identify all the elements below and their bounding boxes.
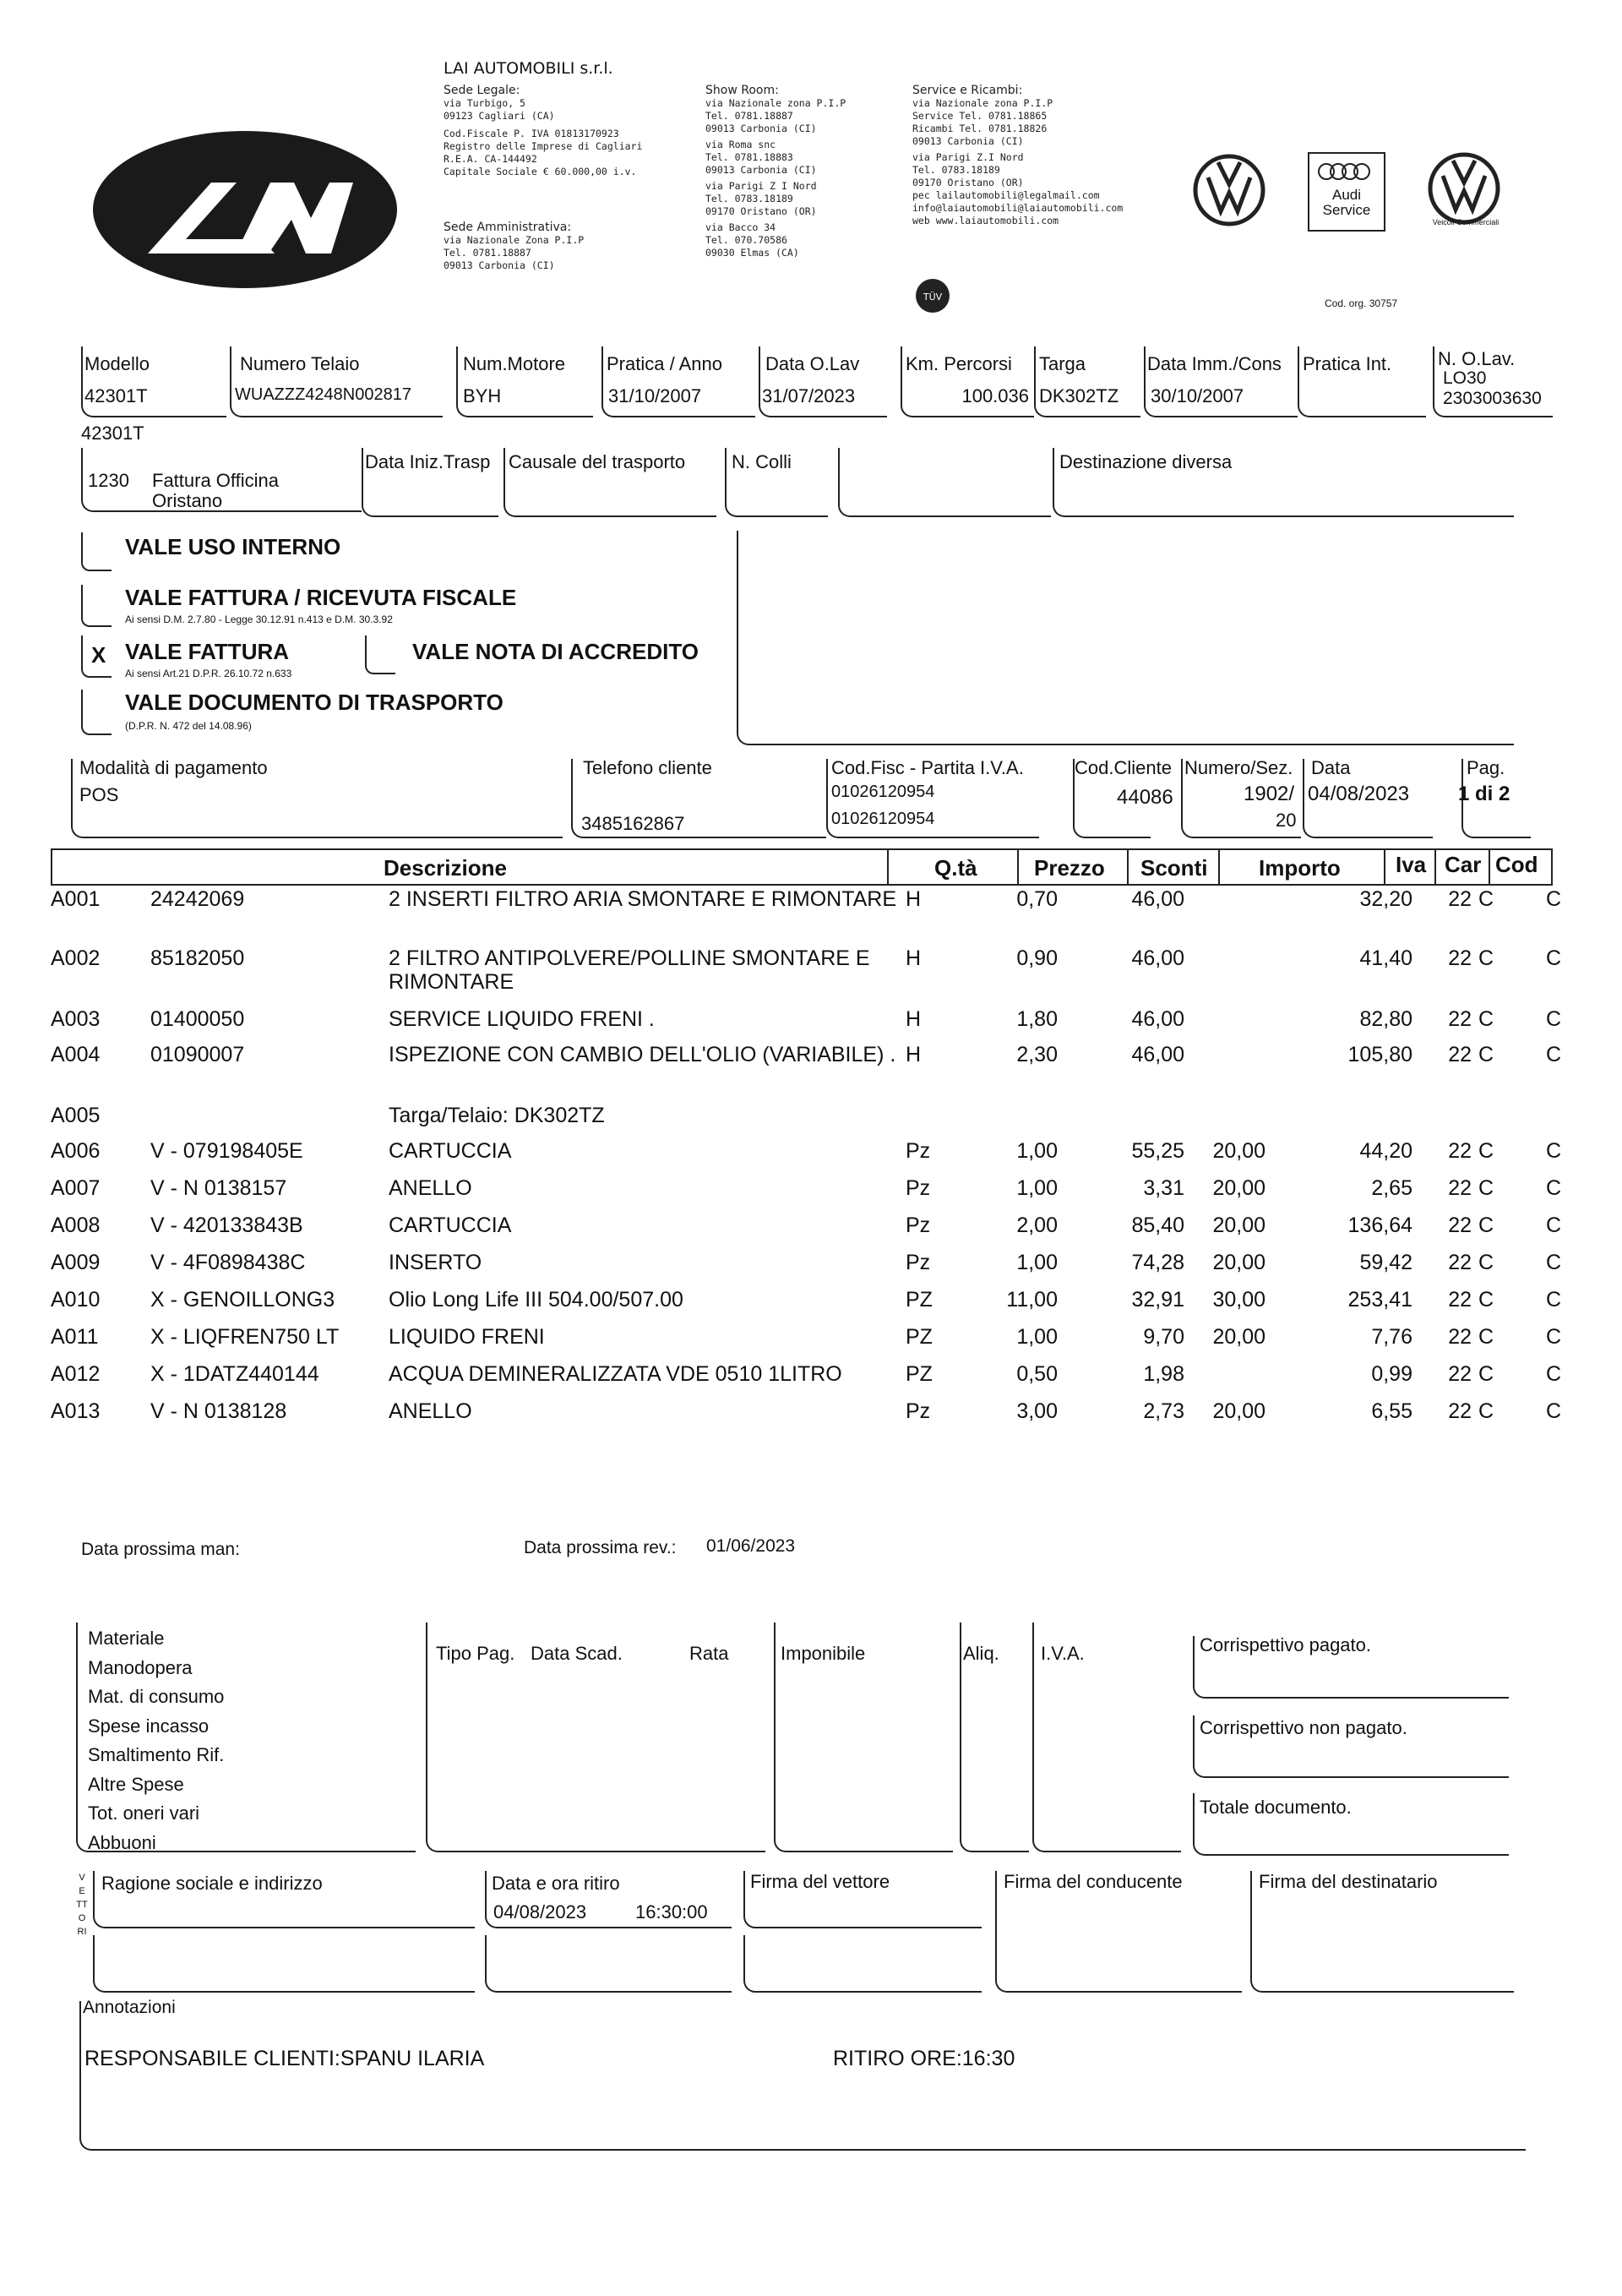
cell-iva: 22: [1448, 1007, 1472, 1031]
cell-art: V - N 0138128: [150, 1399, 287, 1423]
cell-art: 01090007: [150, 1043, 245, 1066]
modalita-label: Modalità di pagamento: [79, 757, 268, 778]
cell-car: C: [1478, 887, 1494, 911]
telaio-label: Numero Telaio: [240, 353, 360, 374]
cell-desc: 2 FILTRO ANTIPOLVERE/POLLINE SMONTARE E RIMONTARE: [389, 946, 870, 994]
cell-cod: C: [1545, 1288, 1561, 1312]
cell-qty: 2,30: [1016, 1043, 1058, 1066]
cell-qty: 1,00: [1016, 1139, 1058, 1163]
cell-cod: C: [1545, 1176, 1561, 1200]
cell-desc: 2 INSERTI FILTRO ARIA SMONTARE E RIMONTARE: [389, 887, 897, 911]
rata-label: Rata: [689, 1643, 729, 1664]
ricevuta-label: VALE FATTURA / RICEVUTA FISCALE: [125, 585, 517, 610]
cell-um: Pz: [906, 1176, 931, 1200]
cell-price: 74,28: [1131, 1251, 1184, 1274]
imm-label: Data Imm./Cons: [1147, 353, 1282, 374]
table-row: [51, 1176, 1563, 1213]
cell-code: A003: [51, 1007, 101, 1031]
cell-desc: Targa/Telaio: DK302TZ: [389, 1104, 605, 1127]
table-row: [51, 1251, 1563, 1288]
ricevuta-note: Ai sensi D.M. 2.7.80 - Legge 30.12.91 n.413 e D.M. 30.3.92: [125, 614, 393, 625]
cell-qty: 0,70: [1016, 887, 1058, 911]
pag-label: Pag.: [1467, 757, 1505, 778]
pag-value: 1 di 2: [1458, 783, 1510, 805]
cell-price: 85,40: [1131, 1213, 1184, 1237]
pratica-label: Pratica / Anno: [607, 353, 722, 374]
cell-car: C: [1478, 1288, 1494, 1312]
modalita-value: POS: [79, 784, 119, 805]
cell-iva: 22: [1448, 946, 1472, 970]
service-ricambi: Service e Ricambi: via Nazionale zona P.I.P Service Tel. 0781.18865 Ricambi Tel. 0781.18826 09013 Carbonia (CI) via Parigi Z.I Nord Tel. 0783.18189 09170 Oristano (OR) pec lailautomobili@legalmail.com info@laiautomobili@laiautomobili.com web www.laiautomobili.com: [912, 84, 1124, 226]
cell-car: C: [1478, 1043, 1494, 1066]
cell-cod: C: [1545, 1213, 1561, 1237]
recipient-address-box: [737, 531, 1514, 745]
cell-qty: 2,00: [1016, 1213, 1058, 1237]
cell-price: 46,00: [1131, 1043, 1184, 1066]
cell-amt: 0,99: [1371, 1362, 1412, 1386]
cell-art: X - LIQFREN750 LT: [150, 1325, 340, 1349]
header-car: Car: [1445, 852, 1482, 877]
show-room: Show Room: via Nazionale zona P.I.P Tel. 0781.18887 09013 Carbonia (CI) via Roma snc Tel. 0781.18883 09013 Carbonia (CI) via Parigi Z I Nord Tel. 0783.18189 09170 Oristano (OR) via Bacco 34 Tel. 070.70586 09030 Elmas (CA): [705, 84, 846, 259]
cell-code: A011: [51, 1325, 99, 1349]
tipo-pag-label: Tipo Pag.: [436, 1643, 515, 1664]
totale-label: Totale documento.: [1200, 1797, 1352, 1818]
cell-cod: C: [1545, 946, 1561, 970]
uso-interno-label: VALE USO INTERNO: [125, 534, 341, 559]
cell-desc: CARTUCCIA: [389, 1213, 512, 1237]
uso-interno-checkbox[interactable]: [81, 532, 112, 571]
cell-qty: 0,50: [1016, 1362, 1058, 1386]
non-pagato-label: Corrispettivo non pagato.: [1200, 1717, 1407, 1738]
firma-vettore-label: Firma del vettore: [750, 1871, 890, 1892]
cell-iva: 22: [1448, 1251, 1472, 1274]
colli-label: N. Colli: [732, 451, 792, 472]
cod-org: Cod. org. 30757: [1325, 297, 1398, 309]
cell-price: 3,31: [1143, 1176, 1184, 1200]
cell-cod: C: [1545, 887, 1561, 911]
cell-iva: 22: [1448, 1213, 1472, 1237]
cell-price: 46,00: [1131, 946, 1184, 970]
cell-um: PZ: [906, 1288, 933, 1312]
imponibile-label: Imponibile: [781, 1643, 866, 1664]
cell-um: Pz: [906, 1213, 931, 1237]
cell-amt: 253,41: [1347, 1288, 1412, 1312]
cell-desc: ACQUA DEMINERALIZZATA VDE 0510 1LITRO: [389, 1362, 842, 1386]
customer-code: 1230: [88, 470, 129, 491]
cell-amt: 105,80: [1347, 1043, 1412, 1066]
header-descrizione: Descrizione: [384, 855, 507, 881]
cf-label: Cod.Fisc - Partita I.V.A.: [831, 757, 1024, 778]
cell-price: 9,70: [1143, 1325, 1184, 1349]
cell-code: A008: [51, 1213, 101, 1237]
next-revision-label: Data prossima rev.:: [524, 1538, 677, 1557]
cell-amt: 32,20: [1359, 887, 1412, 911]
ritiro-label: Data e ora ritiro: [492, 1873, 620, 1894]
cell-qty: 0,90: [1016, 946, 1058, 970]
cell-price: 2,73: [1143, 1399, 1184, 1423]
cell-art: V - 420133843B: [150, 1213, 303, 1237]
data-olav-label: Data O.Lav: [765, 353, 860, 374]
table-row: [51, 1139, 1563, 1176]
nolav-label: N. O.Lav.: [1438, 348, 1516, 369]
ritiro-note: RITIRO ORE:16:30: [833, 2047, 1015, 2070]
cell-um: Pz: [906, 1139, 931, 1163]
next-maintenance-label: Data prossima man:: [81, 1540, 240, 1559]
ricevuta-checkbox[interactable]: [81, 585, 112, 627]
cell-car: C: [1478, 1325, 1494, 1349]
cell-disc: 20,00: [1212, 1251, 1265, 1274]
responsabile-note: RESPONSABILE CLIENTI:SPANU ILARIA: [84, 2047, 485, 2070]
cell-art: V - 4F0898438C: [150, 1251, 306, 1274]
cell-price: 46,00: [1131, 1007, 1184, 1031]
audi-service-logo: Audi Service: [1308, 152, 1385, 232]
sede-legale: Sede Legale: via Turbigo, 5 09123 Cagliari (CA) Cod.Fiscale P. IVA 01813170923 Registro delle Imprese di Cagliari R.E.A. CA-144492 Capitale Sociale € 60.000,00 i.v.: [444, 84, 643, 177]
cell-amt: 7,76: [1371, 1325, 1412, 1349]
cell-cod: C: [1545, 1325, 1561, 1349]
firma-destinatario-label: Firma del destinatario: [1259, 1871, 1438, 1892]
ragione-box-2: [93, 1935, 475, 1993]
cell-art: 01400050: [150, 1007, 245, 1031]
cell-car: C: [1478, 1251, 1494, 1274]
header-cod: Cod: [1495, 852, 1538, 877]
cell-amt: 59,42: [1359, 1251, 1412, 1274]
cell-qty: 11,00: [1006, 1288, 1058, 1312]
header-importo: Importo: [1259, 855, 1341, 881]
cell-code: A007: [51, 1176, 101, 1200]
causale-label: Causale del trasporto: [509, 451, 686, 472]
aliq-label: Aliq.: [963, 1643, 999, 1664]
vettori-vertical-label: VETTORI: [76, 1873, 88, 1937]
annotazioni-label: Annotazioni: [83, 1998, 176, 2017]
iva-label: I.V.A.: [1041, 1643, 1085, 1664]
table-row: [51, 887, 1563, 924]
cell-cod: C: [1545, 1139, 1561, 1163]
sezione-value: 20: [1276, 810, 1297, 831]
cell-art: 24242069: [150, 887, 245, 911]
cell-car: C: [1478, 1213, 1494, 1237]
firma-vettore-box-2: [743, 1935, 982, 1993]
km-label: Km. Percorsi: [906, 353, 1012, 374]
svg-text:TÜV: TÜV: [923, 292, 943, 303]
cell-um: H: [906, 1007, 922, 1031]
header-prezzo: Prezzo: [1034, 855, 1105, 881]
table-row: [51, 1288, 1563, 1325]
cf-value: 01026120954: [831, 783, 935, 801]
table-row: [51, 1362, 1563, 1399]
cell-disc: 20,00: [1212, 1176, 1265, 1200]
cell-cod: C: [1545, 1399, 1561, 1423]
cell-desc: CARTUCCIA: [389, 1139, 512, 1163]
ritiro-ora: 16:30:00: [635, 1901, 708, 1922]
cell-amt: 44,20: [1359, 1139, 1412, 1163]
cell-desc: ISPEZIONE CON CAMBIO DELL'OLIO (VARIABILE) .: [389, 1043, 896, 1066]
cell-amt: 41,40: [1359, 946, 1412, 970]
cell-iva: 22: [1448, 887, 1472, 911]
empty-transport-box: [838, 448, 1051, 517]
cell-price: 1,98: [1143, 1362, 1184, 1386]
targa-label: Targa: [1039, 353, 1086, 374]
cell-desc: INSERTO: [389, 1251, 482, 1274]
cell-um: H: [906, 1043, 922, 1066]
cell-qty: 1,00: [1016, 1176, 1058, 1200]
cell-desc: ANELLO: [389, 1176, 472, 1200]
nolav-code: LO30: [1443, 368, 1487, 388]
ragione-label: Ragione sociale e indirizzo: [101, 1873, 323, 1894]
company-name: LAI AUTOMOBILI s.r.l.: [444, 59, 613, 78]
cell-iva: 22: [1448, 1176, 1472, 1200]
cell-um: PZ: [906, 1362, 933, 1386]
numero-label: Numero/Sez.: [1184, 757, 1293, 778]
cell-cod: C: [1545, 1007, 1561, 1031]
header-sconti: Sconti: [1140, 855, 1208, 881]
cell-disc: 30,00: [1212, 1288, 1265, 1312]
motore-label: Num.Motore: [463, 353, 566, 374]
data-olav-value: 31/07/2023: [762, 385, 856, 406]
cell-code: A009: [51, 1251, 101, 1274]
data-scad-label: Data Scad.: [531, 1643, 623, 1664]
cell-desc: ANELLO: [389, 1399, 472, 1423]
nota-credito-checkbox[interactable]: [365, 635, 395, 674]
fattura-check-mark: X: [91, 642, 106, 668]
cell-qty: 1,00: [1016, 1325, 1058, 1349]
cell-iva: 22: [1448, 1325, 1472, 1349]
cell-art: V - N 0138157: [150, 1176, 287, 1200]
imm-value: 30/10/2007: [1151, 385, 1244, 406]
cell-art: 85182050: [150, 946, 245, 970]
cell-um: H: [906, 946, 922, 970]
firma-conducente-label: Firma del conducente: [1004, 1871, 1183, 1892]
next-revision-value: 01/06/2023: [706, 1536, 796, 1556]
cell-um: Pz: [906, 1399, 931, 1423]
cell-art: V - 079198405E: [150, 1139, 303, 1163]
cell-um: Pz: [906, 1251, 931, 1274]
cell-art: X - GENOILLONG3: [150, 1288, 335, 1312]
tuv-seal-icon: [914, 277, 951, 319]
cell-car: C: [1478, 1139, 1494, 1163]
data-label: Data: [1311, 757, 1351, 778]
cell-amt: 136,64: [1347, 1213, 1412, 1237]
km-value: 100.036: [961, 385, 1029, 406]
cell-disc: 20,00: [1212, 1325, 1265, 1349]
cell-price: 55,25: [1131, 1139, 1184, 1163]
cell-iva: 22: [1448, 1399, 1472, 1423]
cell-qty: 3,00: [1016, 1399, 1058, 1423]
cell-cod: C: [1545, 1251, 1561, 1274]
fattura-note: Ai sensi Art.21 D.P.R. 26.10.72 n.633: [125, 668, 292, 679]
table-row: [51, 1007, 1563, 1044]
nota-credito-label: VALE NOTA DI ACCREDITO: [412, 639, 699, 664]
data-value: 04/08/2023: [1308, 783, 1410, 805]
cell-code: A010: [51, 1288, 101, 1312]
cell-iva: 22: [1448, 1362, 1472, 1386]
table-row: [51, 1325, 1563, 1362]
piva-value: 01026120954: [831, 810, 935, 828]
cell-car: C: [1478, 1007, 1494, 1031]
cell-iva: 22: [1448, 1043, 1472, 1066]
motore-value: BYH: [463, 385, 502, 406]
data-iniz-label: Data Iniz.Trasp: [365, 451, 491, 472]
destinazione-label: Destinazione diversa: [1059, 451, 1233, 472]
cell-car: C: [1478, 1362, 1494, 1386]
cell-code: A006: [51, 1139, 101, 1163]
vw-commercial-label: Veicoli Commerciali: [1432, 218, 1500, 226]
annotazioni-box: [79, 2001, 1526, 2151]
header-qta: Q.tà: [934, 855, 977, 881]
cell-amt: 2,65: [1371, 1176, 1412, 1200]
telefono-value: 3485162867: [581, 813, 685, 834]
cell-disc: 20,00: [1212, 1399, 1265, 1423]
cell-qty: 1,00: [1016, 1251, 1058, 1274]
cell-cod: C: [1545, 1362, 1561, 1386]
targa-value: DK302TZ: [1039, 385, 1119, 406]
cell-art: X - 1DATZ440144: [150, 1362, 319, 1386]
ddt-checkbox[interactable]: [81, 690, 112, 735]
modello-value: 42301T: [84, 385, 148, 406]
fattura-label: VALE FATTURA: [125, 639, 290, 664]
numero-value: 1902/: [1244, 783, 1295, 805]
table-row: [51, 1104, 1563, 1141]
cod-cliente-value: 44086: [1117, 786, 1173, 809]
sede-amministrativa: Sede Amministrativa: via Nazionale Zona P.I.P Tel. 0781.18887 09013 Carbonia (CI): [444, 221, 585, 271]
cell-amt: 82,80: [1359, 1007, 1412, 1031]
cell-price: 32,91: [1131, 1288, 1184, 1312]
cell-amt: 6,55: [1371, 1399, 1412, 1423]
cell-car: C: [1478, 1176, 1494, 1200]
cost-breakdown-labels: Materiale Manodopera Mat. di consumo Spese incasso Smaltimento Rif. Altre Spese Tot. oneri vari Abbuoni: [88, 1628, 225, 1853]
ritiro-data: 04/08/2023: [493, 1901, 587, 1922]
customer-location: Oristano: [152, 490, 223, 511]
ddt-label: VALE DOCUMENTO DI TRASPORTO: [125, 690, 503, 715]
ddt-note: (D.P.R. N. 472 del 14.08.96): [125, 720, 252, 732]
cell-disc: 20,00: [1212, 1213, 1265, 1237]
cell-car: C: [1478, 1399, 1494, 1423]
cell-disc: 20,00: [1212, 1139, 1265, 1163]
cell-cod: C: [1545, 1043, 1561, 1066]
table-header: [51, 848, 1553, 886]
table-row: [51, 946, 1563, 994]
table-row: [51, 1043, 1563, 1080]
table-row: [51, 1399, 1563, 1437]
cell-code: A005: [51, 1104, 101, 1127]
vw-logo-icon: [1191, 152, 1267, 232]
cell-price: 46,00: [1131, 887, 1184, 911]
nolav-number: 2303003630: [1443, 389, 1542, 408]
cell-um: H: [906, 887, 922, 911]
modello-label: Modello: [84, 353, 150, 374]
table-row: [51, 1213, 1563, 1251]
cell-qty: 1,80: [1016, 1007, 1058, 1031]
pratica-value: 31/10/2007: [608, 385, 702, 406]
cell-iva: 22: [1448, 1139, 1472, 1163]
telefono-label: Telefono cliente: [583, 757, 712, 778]
ritiro-box-2: [485, 1935, 732, 1993]
cell-code: A004: [51, 1043, 101, 1066]
cell-desc: Olio Long Life III 504.00/507.00: [389, 1288, 683, 1312]
pagato-label: Corrispettivo pagato.: [1200, 1634, 1371, 1655]
cell-car: C: [1478, 946, 1494, 970]
cell-desc: LIQUIDO FRENI: [389, 1325, 545, 1349]
cell-um: PZ: [906, 1325, 933, 1349]
cell-iva: 22: [1448, 1288, 1472, 1312]
pratica-int-label: Pratica Int.: [1303, 353, 1392, 374]
customer-name: Fattura Officina: [152, 470, 279, 491]
cell-code: A012: [51, 1362, 101, 1386]
header-iva: Iva: [1396, 852, 1427, 877]
telaio-value: WUAZZZ4248N002817: [235, 385, 411, 404]
cell-desc: SERVICE LIQUIDO FRENI .: [389, 1007, 655, 1031]
company-logo: [84, 125, 406, 294]
customer-model-code: 42301T: [81, 423, 144, 444]
cell-code: A013: [51, 1399, 101, 1423]
cell-code: A002: [51, 946, 101, 970]
cell-code: A001: [51, 887, 101, 911]
cod-cliente-label: Cod.Cliente: [1075, 757, 1172, 778]
